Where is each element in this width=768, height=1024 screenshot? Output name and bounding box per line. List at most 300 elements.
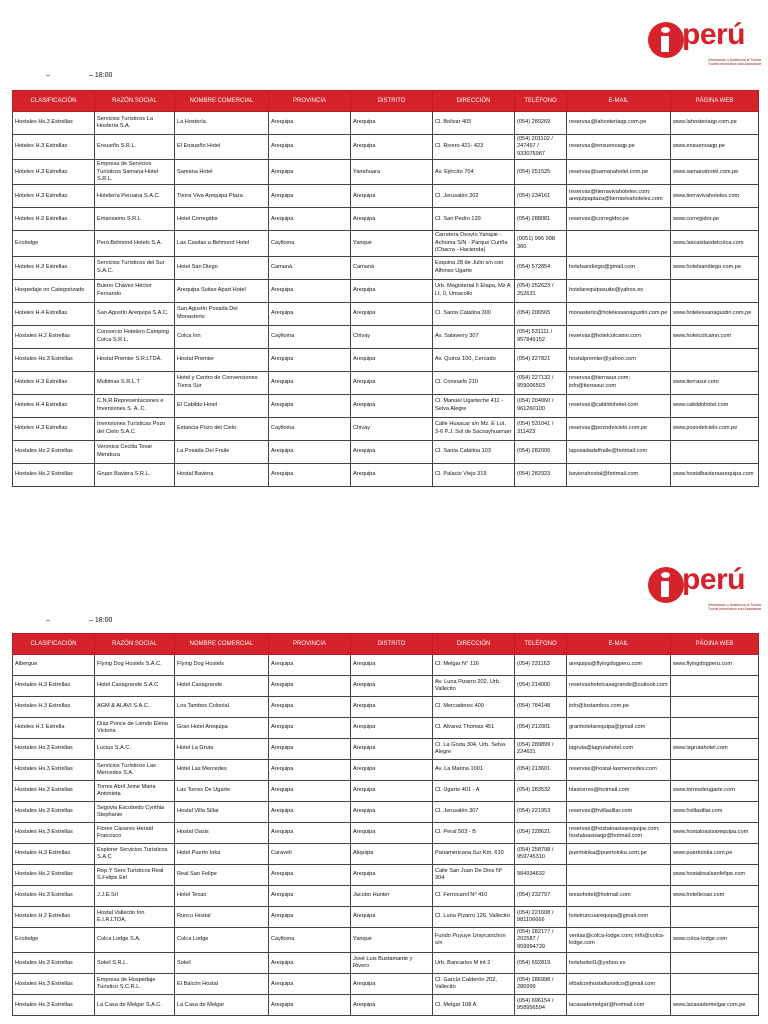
cell-provincia: Caylloma bbox=[269, 231, 351, 256]
cell-pagina-web bbox=[671, 953, 759, 974]
table-row bbox=[13, 440, 759, 463]
cell-telefono: (054) 213601 bbox=[515, 760, 567, 781]
cell-pagina-web[interactable]: www.tierravivahoteles.com bbox=[671, 185, 759, 208]
table-row bbox=[13, 953, 759, 974]
cell-nombre-comercial: Hotel Puerto Inka bbox=[175, 844, 269, 865]
schedule-time: – 18:00 bbox=[89, 72, 113, 79]
cell-telefono: (054) 572854 bbox=[515, 256, 567, 279]
cell-email[interactable]: reservas@pozodelcielo.com.pe bbox=[567, 417, 671, 440]
cell-clasificacion: Hostales Hs.3 Estrellas bbox=[13, 348, 95, 371]
cell-provincia: Caylloma bbox=[269, 928, 351, 953]
cell-razon-social: Consorcio Hotelero Camping Colca S.R.L. bbox=[95, 325, 175, 348]
cell-pagina-web[interactable]: www.hostalrealsanfelipe.com bbox=[671, 865, 759, 886]
cell-clasificacion: Hoteles H.4 Estrellas bbox=[13, 394, 95, 417]
cell-direccion: Cl. Manuel Ugarteche 411 - Selva Alegre bbox=[433, 394, 515, 417]
table-row bbox=[13, 865, 759, 886]
cell-telefono: (054) 234161 bbox=[515, 185, 567, 208]
cell-telefono: (054) 531111 / 957849152 bbox=[515, 325, 567, 348]
cell-distrito: Arequipa bbox=[351, 718, 433, 739]
cell-pagina-web[interactable]: www.samanahotel.com.pe bbox=[671, 160, 759, 185]
cell-razon-social: Servicios Turísticos Las Mercedes S.A. bbox=[95, 760, 175, 781]
cell-nombre-comercial: Los Tambos Colonial bbox=[175, 697, 269, 718]
cell-clasificacion: Hostales Hs.3 Estrellas bbox=[13, 112, 95, 135]
cell-pagina-web[interactable]: www.hvillasillar.com bbox=[671, 802, 759, 823]
column-header-nombre-comercial: NOMBRE COMERCIAL bbox=[175, 91, 269, 112]
cell-direccion: Cl. Consuelo 210 bbox=[433, 371, 515, 394]
cell-distrito: Arequipa bbox=[351, 865, 433, 886]
cell-nombre-comercial: Hotel La Gruta bbox=[175, 739, 269, 760]
cell-email[interactable]: hlastorres@hotmail.com bbox=[567, 781, 671, 802]
cell-telefono: (054) 228621 bbox=[515, 823, 567, 844]
cell-email[interactable]: hostalpremier@yahoo.com bbox=[567, 348, 671, 371]
cell-email[interactable]: reservas@hvillasillar.com bbox=[567, 802, 671, 823]
cell-telefono: (054) 214000 bbox=[515, 676, 567, 697]
cell-provincia: Caylloma bbox=[269, 325, 351, 348]
info-i-icon bbox=[648, 22, 684, 58]
column-header-provincia: PROVINCIA bbox=[269, 91, 351, 112]
cell-provincia: Arequipa bbox=[269, 718, 351, 739]
table-row bbox=[13, 697, 759, 718]
cell-direccion: Cl. Ferrocarril Nº 410 bbox=[433, 886, 515, 907]
cell-provincia: Arequipa bbox=[269, 953, 351, 974]
cell-email[interactable]: reservas@corregidor.pe bbox=[567, 208, 671, 231]
cell-telefono: 984934632 bbox=[515, 865, 567, 886]
cell-razon-social: Multimax S.R.L.T bbox=[95, 371, 175, 394]
cell-direccion: Calle San Juan De Dios Nº 304 bbox=[433, 865, 515, 886]
cell-email[interactable]: reservas@hotelcolcainn.com bbox=[567, 325, 671, 348]
cell-distrito: Arequipa bbox=[351, 802, 433, 823]
cell-distrito: Arequipa bbox=[351, 907, 433, 928]
cell-clasificacion: Hostales Hs.3 Estrellas bbox=[13, 995, 95, 1016]
cell-pagina-web[interactable]: www.cabildohotel.com bbox=[671, 394, 759, 417]
cell-provincia: Arequipa bbox=[269, 112, 351, 135]
cell-distrito: Arequipa bbox=[351, 208, 433, 231]
cell-email bbox=[567, 865, 671, 886]
cell-clasificacion: Hostales H.3 Estrellas bbox=[13, 676, 95, 697]
cell-telefono: (054) 221608 / 981106666 bbox=[515, 907, 567, 928]
cell-razon-social: Hotelería Peruana S.A.C. bbox=[95, 185, 175, 208]
cell-razon-social: Servicios Turísticos La Hostería S.A. bbox=[95, 112, 175, 135]
cell-pagina-web[interactable]: www.hotelessanagustin.com.pe bbox=[671, 302, 759, 325]
cell-direccion: Cl. Mercaderes 409 bbox=[433, 697, 515, 718]
cell-pagina-web[interactable]: www.pozodelcielo.com.pe bbox=[671, 417, 759, 440]
cell-razon-social: Lucius S.A.C. bbox=[95, 739, 175, 760]
cell-razon-social: Hotel Casagrande S.A.C bbox=[95, 676, 175, 697]
cell-clasificacion: Albergue bbox=[13, 655, 95, 676]
cell-clasificacion: Hostales Hs.3 Estrellas bbox=[13, 802, 95, 823]
cell-pagina-web[interactable]: www.ensuenoaqp.pe bbox=[671, 135, 759, 160]
cell-telefono: (054) 289899 / 224631 bbox=[515, 739, 567, 760]
cell-direccion: Av. La Marina 1001 bbox=[433, 760, 515, 781]
cell-direccion: Fundo Puyuye Uraycanchon s/n bbox=[433, 928, 515, 953]
cell-pagina-web[interactable]: www.hotelsandiego.com.pe bbox=[671, 256, 759, 279]
cell-email[interactable]: lacasademelgar@hotmail.com bbox=[567, 995, 671, 1016]
cell-email[interactable]: reservashotelcasagrande@outlook.com bbox=[567, 676, 671, 697]
cell-razon-social: Hostal Vallecito Inn E.I.R.LTDA. bbox=[95, 907, 175, 928]
column-header-nombre-comercial: NOMBRE COMERCIAL bbox=[175, 634, 269, 655]
cell-email[interactable]: elbalconhostalturistico@gmail.com bbox=[567, 974, 671, 995]
cell-clasificacion: Hoteles H.3 Estrellas bbox=[13, 256, 95, 279]
cell-provincia: Caylloma bbox=[269, 417, 351, 440]
cell-clasificacion: Hostales Hs.3 Estrellas bbox=[13, 974, 95, 995]
cell-clasificacion: Hostales Hs.2 Estrellas bbox=[13, 440, 95, 463]
cell-razon-social: Bueno Chávez Héctor Fernando bbox=[95, 279, 175, 302]
table-row bbox=[13, 371, 759, 394]
table-row bbox=[13, 995, 759, 1016]
cell-email[interactable]: laposadadelfraile@hotmail.com bbox=[567, 440, 671, 463]
cell-email[interactable]: puertoinka@puertoinka.com.pe bbox=[567, 844, 671, 865]
cell-nombre-comercial: Hostal Premier bbox=[175, 348, 269, 371]
cell-telefono: (054) 286998 / 286999 bbox=[515, 974, 567, 995]
cell-provincia: Arequipa bbox=[269, 302, 351, 325]
cell-distrito: Atiquipa bbox=[351, 844, 433, 865]
cell-clasificacion: Hostales Hs.3 Estrellas bbox=[13, 739, 95, 760]
cell-nombre-comercial: Hotel Corregidor bbox=[175, 208, 269, 231]
cell-nombre-comercial: Colca Lodge bbox=[175, 928, 269, 953]
cell-provincia: Camaná bbox=[269, 256, 351, 279]
table-row bbox=[13, 760, 759, 781]
cell-telefono: (054) 289269 bbox=[515, 112, 567, 135]
cell-razon-social: Veronica Cecilia Tovar Mendoza bbox=[95, 440, 175, 463]
cell-pagina-web[interactable]: www.hostalbavieraarequipa.com bbox=[671, 463, 759, 486]
cell-direccion: Cl. Alvarez Thomas 451 bbox=[433, 718, 515, 739]
cell-direccion: Cl. Melgar 108 A bbox=[433, 995, 515, 1016]
cell-razon-social: Segovia Escobedo Cynthia Stephanie bbox=[95, 802, 175, 823]
cell-pagina-web[interactable]: www.corregidor.pe bbox=[671, 208, 759, 231]
cell-pagina-web[interactable]: www.lascasitasdelcolca.com bbox=[671, 231, 759, 256]
cell-email[interactable]: reservas@hostal-lasmercedes.com bbox=[567, 760, 671, 781]
table-row bbox=[13, 886, 759, 907]
cell-nombre-comercial: Hotel Texao bbox=[175, 886, 269, 907]
cell-distrito: Yanque bbox=[351, 928, 433, 953]
cell-provincia: Arequipa bbox=[269, 440, 351, 463]
table-row bbox=[13, 676, 759, 697]
cell-nombre-comercial: Arequipa Suites Apart Hotel bbox=[175, 279, 269, 302]
cell-provincia: Arequipa bbox=[269, 208, 351, 231]
table-row bbox=[13, 907, 759, 928]
table-row bbox=[13, 417, 759, 440]
iperu-logo bbox=[648, 18, 762, 78]
cell-provincia: Arequipa bbox=[269, 348, 351, 371]
table-header-row bbox=[13, 91, 759, 112]
table-row bbox=[13, 802, 759, 823]
cell-distrito: Arequipa bbox=[351, 760, 433, 781]
table-row bbox=[13, 655, 759, 676]
column-header-direccion: DIRECCIÓN bbox=[433, 91, 515, 112]
cell-nombre-comercial: Runcu Hostal bbox=[175, 907, 269, 928]
cell-email[interactable]: hotelsandiego@gmail.com bbox=[567, 256, 671, 279]
table-row bbox=[13, 974, 759, 995]
table-row bbox=[13, 463, 759, 486]
cell-clasificacion: Hospedaje no Categorizado bbox=[13, 279, 95, 302]
cell-nombre-comercial: Hotel y Centro de Convenciones Tierra Sur bbox=[175, 371, 269, 394]
cell-email[interactable]: info@lostambos.com.pe bbox=[567, 697, 671, 718]
cell-telefono: (054) 221953 bbox=[515, 802, 567, 823]
cell-nombre-comercial: La Posada Del Fraile bbox=[175, 440, 269, 463]
cell-distrito: Jacobo Hunter bbox=[351, 886, 433, 907]
cell-telefono: (054) 282177 / 202587 / 959994739 bbox=[515, 928, 567, 953]
table-row bbox=[13, 160, 759, 185]
column-header-pagina-web: PÁGINA WEB bbox=[671, 634, 759, 655]
cell-telefono: (054) 692819 bbox=[515, 953, 567, 974]
cell-telefono: (054) 227821 bbox=[515, 348, 567, 371]
cell-nombre-comercial: Samana Hotel bbox=[175, 160, 269, 185]
cell-pagina-web[interactable]: www.flyingdogperu.com bbox=[671, 655, 759, 676]
cell-pagina-web[interactable]: www.torresdeugarte.com bbox=[671, 781, 759, 802]
cell-email[interactable]: granhotelarequipa@gmail.com bbox=[567, 718, 671, 739]
cell-direccion: Cl. La Gruta 304, Urb. Selva Alegre bbox=[433, 739, 515, 760]
cell-clasificacion: Hostales Hs.2 Estrellas bbox=[13, 865, 95, 886]
cell-direccion: Cl. Peral 503 - B bbox=[433, 823, 515, 844]
cell-nombre-comercial: Tierra Viva Arequipa Plaza bbox=[175, 185, 269, 208]
cell-direccion: Av. Ejército 704 bbox=[433, 160, 515, 185]
cell-nombre-comercial: Soleil bbox=[175, 953, 269, 974]
schedule-line bbox=[46, 72, 113, 79]
cell-email[interactable]: arequipa@flyingdogperu.com bbox=[567, 655, 671, 676]
cell-distrito: Arequipa bbox=[351, 348, 433, 371]
cell-email[interactable]: reservas@samanahotel.com.pe bbox=[567, 160, 671, 185]
cell-email[interactable]: hotelruncuarequipa@gmail.com bbox=[567, 907, 671, 928]
cell-razon-social: Empresa de Hospedaje Turístico S.C.R.L. bbox=[95, 974, 175, 995]
cell-clasificacion: Hostales Hs.3 Estrellas bbox=[13, 781, 95, 802]
cell-email[interactable]: bavierahostal@hotmail.com bbox=[567, 463, 671, 486]
column-header-telefono: TELÉFONO bbox=[515, 634, 567, 655]
cell-razon-social: Emansamo S.R.L bbox=[95, 208, 175, 231]
cell-razon-social: C.N.R.Representaciones e Inversiones S. A. C. bbox=[95, 394, 175, 417]
cell-nombre-comercial: Hotel Las Mercedes bbox=[175, 760, 269, 781]
table-header-row bbox=[13, 634, 759, 655]
cell-provincia: Arequipa bbox=[269, 995, 351, 1016]
cell-provincia: Arequipa bbox=[269, 974, 351, 995]
cell-razon-social: AGM & ALAVI S.A.C. bbox=[95, 697, 175, 718]
cell-email[interactable]: reservas@tierravivahoteles.com; arequipaplaza@tierravivahoteles.com bbox=[567, 185, 671, 208]
cell-pagina-web bbox=[671, 760, 759, 781]
cell-telefono: (054) 252623 / 252631 bbox=[515, 279, 567, 302]
cell-direccion: Av. Luna Pizarro 202, Urb. Vallecito bbox=[433, 676, 515, 697]
cell-email[interactable]: lagruta@lagrutahotel.com bbox=[567, 739, 671, 760]
cell-razon-social: Explorer Servicios Turísticos S.A.C bbox=[95, 844, 175, 865]
cell-provincia: Arequipa bbox=[269, 781, 351, 802]
cell-provincia: Arequipa bbox=[269, 185, 351, 208]
cell-provincia: Arequipa bbox=[269, 865, 351, 886]
cell-direccion: Cl. Jerusalén 307 bbox=[433, 802, 515, 823]
cell-distrito: Arequipa bbox=[351, 302, 433, 325]
table-row bbox=[13, 112, 759, 135]
cell-telefono: (054) 206565 bbox=[515, 302, 567, 325]
cell-provincia: Arequipa bbox=[269, 760, 351, 781]
cell-pagina-web[interactable]: www.hoteltexao.com bbox=[671, 886, 759, 907]
cell-clasificacion: Hostales Hs.3 Estrellas bbox=[13, 823, 95, 844]
cell-direccion: Panamericana Sur Km. 610 bbox=[433, 844, 515, 865]
cell-pagina-web[interactable]: www.hostaloasisarequipa.com bbox=[671, 823, 759, 844]
column-header-clasificacion: CLASIFICACIÓN bbox=[13, 91, 95, 112]
cell-telefono: (054) 288081 bbox=[515, 208, 567, 231]
column-header-telefono: TELÉFONO bbox=[515, 91, 567, 112]
cell-clasificacion: Hostales Hs.2 Estrellas bbox=[13, 463, 95, 486]
cell-telefono: (054) 531041 / 311423 bbox=[515, 417, 567, 440]
table-row bbox=[13, 394, 759, 417]
logo-tagline: Información y Asistencia al Turista Tourist Information and Assistance bbox=[708, 603, 762, 611]
cell-distrito: Arequipa bbox=[351, 135, 433, 160]
cell-email[interactable]: ventas@colca-lodge.com; info@colca-lodge.com bbox=[567, 928, 671, 953]
cell-distrito: Arequipa bbox=[351, 823, 433, 844]
cell-telefono: (054) 696154 / 958956594 bbox=[515, 995, 567, 1016]
cell-provincia: Caravelí bbox=[269, 844, 351, 865]
cell-razon-social: Perú Belmond Hotels S.A. bbox=[95, 231, 175, 256]
cell-direccion: Cl. Santa Catalina 103 bbox=[433, 440, 515, 463]
cell-distrito: Arequipa bbox=[351, 112, 433, 135]
cell-provincia: Arequipa bbox=[269, 371, 351, 394]
cell-distrito: Arequipa bbox=[351, 676, 433, 697]
table-row bbox=[13, 325, 759, 348]
cell-email[interactable]: reservas@ensuenoaqp.pe bbox=[567, 135, 671, 160]
cell-direccion: Calle Huascar s/n Mz. E Lot. 3-6 P.J. Sol de Sacsayhuaman bbox=[433, 417, 515, 440]
cell-razon-social: Ensueño S.R.L. bbox=[95, 135, 175, 160]
cell-clasificacion: Hostales Hs.3 Estrellas bbox=[13, 953, 95, 974]
column-header-distrito: DISTRITO bbox=[351, 91, 433, 112]
table-row bbox=[13, 348, 759, 371]
cell-nombre-comercial: Las Casitas a Belmond Hotel bbox=[175, 231, 269, 256]
column-header-direccion: DIRECCIÓN bbox=[433, 634, 515, 655]
logo-word: perú bbox=[682, 18, 746, 51]
cell-distrito: Arequipa bbox=[351, 781, 433, 802]
cell-clasificacion: Hostales H.3 Estrellas bbox=[13, 697, 95, 718]
cell-direccion: Cl. Rivero 421- 423 bbox=[433, 135, 515, 160]
cell-clasificacion: Hostales H.3 Estrellas bbox=[13, 844, 95, 865]
column-header-email: E-MAIL bbox=[567, 91, 671, 112]
cell-razon-social: Torres Abril Jeine Maria Antonieta bbox=[95, 781, 175, 802]
cell-pagina-web[interactable]: www.colca-lodge.com bbox=[671, 928, 759, 953]
cell-direccion: Cl. San Pedro 139 bbox=[433, 208, 515, 231]
cell-telefono: (054) 212001 bbox=[515, 718, 567, 739]
cell-nombre-comercial: San Agustín Posada Del Monasterio bbox=[175, 302, 269, 325]
cell-nombre-comercial: Real San Felipe bbox=[175, 865, 269, 886]
cell-razon-social: Grupo Baviera S.R.L. bbox=[95, 463, 175, 486]
cell-provincia: Arequipa bbox=[269, 676, 351, 697]
cell-razon-social: Díaz Ponce de Liendo Elena Victoria bbox=[95, 718, 175, 739]
cell-pagina-web[interactable]: www.lacasademelgar.com.pe bbox=[671, 995, 759, 1016]
cell-pagina-web bbox=[671, 718, 759, 739]
column-header-razon-social: RAZÓN SOCIAL bbox=[95, 634, 175, 655]
info-i-icon bbox=[648, 567, 684, 603]
cell-distrito: Chivay bbox=[351, 417, 433, 440]
cell-nombre-comercial: El Cabildo Hotel bbox=[175, 394, 269, 417]
cell-distrito: Arequipa bbox=[351, 995, 433, 1016]
cell-direccion: Cl. Santa Catalina 300 bbox=[433, 302, 515, 325]
cell-pagina-web[interactable]: www.puertoinka.com.pe bbox=[671, 844, 759, 865]
cell-direccion: Urb. Bancarios M int 2 bbox=[433, 953, 515, 974]
cell-pagina-web[interactable]: www.hotelcolcainn.com bbox=[671, 325, 759, 348]
cell-provincia: Arequipa bbox=[269, 802, 351, 823]
cell-pagina-web bbox=[671, 697, 759, 718]
schedule-dash: – bbox=[46, 72, 50, 79]
cell-telefono: (054) 784148 bbox=[515, 697, 567, 718]
cell-direccion: Esquina 28 de Julio s/n con Alfonso Ugarte bbox=[433, 256, 515, 279]
cell-pagina-web bbox=[671, 440, 759, 463]
cell-distrito: José Luis Bustamante y Rivero bbox=[351, 953, 433, 974]
cell-direccion: Cl. Melgar N° 116 bbox=[433, 655, 515, 676]
cell-telefono: (054) 232797 bbox=[515, 886, 567, 907]
cell-distrito: Arequipa bbox=[351, 974, 433, 995]
cell-email[interactable]: hotelarequipasuite@yahoo.es bbox=[567, 279, 671, 302]
cell-telefono: (054) 204060 / 961260100 bbox=[515, 394, 567, 417]
cell-telefono: (0051) 996 998 360 bbox=[515, 231, 567, 256]
cell-clasificacion: Hostales Hs.3 Estrellas bbox=[13, 760, 95, 781]
cell-clasificacion: Hoteles H.3 Estrellas bbox=[13, 135, 95, 160]
cell-provincia: Arequipa bbox=[269, 279, 351, 302]
cell-provincia: Arequipa bbox=[269, 739, 351, 760]
cell-direccion: Cl. Jerusalén 202 bbox=[433, 185, 515, 208]
cell-email[interactable]: hotelsoleil1@yahoo.es bbox=[567, 953, 671, 974]
cell-nombre-comercial: Hotel San Diego bbox=[175, 256, 269, 279]
cell-nombre-comercial: El Balcón Hostal bbox=[175, 974, 269, 995]
cell-email[interactable]: reservas@lahosteriaqp.com.pe bbox=[567, 112, 671, 135]
column-header-provincia: PROVINCIA bbox=[269, 634, 351, 655]
column-header-pagina-web: PÁGINA WEB bbox=[671, 91, 759, 112]
cell-email[interactable]: reservas@hostaloasisarequipa.com; hostaloasisaqp@hotmail.com bbox=[567, 823, 671, 844]
schedule-dash: – bbox=[46, 617, 50, 624]
cell-distrito: Arequipa bbox=[351, 463, 433, 486]
cell-email[interactable]: reservas@cabildohotel.com bbox=[567, 394, 671, 417]
cell-provincia: Arequipa bbox=[269, 394, 351, 417]
table-row bbox=[13, 135, 759, 160]
cell-provincia: Arequipa bbox=[269, 655, 351, 676]
cell-pagina-web[interactable]: www.tierrasur.com bbox=[671, 371, 759, 394]
cell-provincia: Arequipa bbox=[269, 463, 351, 486]
cell-nombre-comercial: La Hostería bbox=[175, 112, 269, 135]
cell-direccion: Cl. García Calderón 202, Vallecito bbox=[433, 974, 515, 995]
cell-razon-social: Flores Cáceres Herald Francisco bbox=[95, 823, 175, 844]
cell-clasificacion: Hoteles H.3 Estrellas bbox=[13, 160, 95, 185]
table-row bbox=[13, 302, 759, 325]
cell-telefono: (054) 231163 bbox=[515, 655, 567, 676]
cell-email[interactable]: texaohotel@hotmail.com bbox=[567, 886, 671, 907]
table-row bbox=[13, 781, 759, 802]
cell-email bbox=[567, 231, 671, 256]
table-row bbox=[13, 185, 759, 208]
cell-provincia: Arequipa bbox=[269, 907, 351, 928]
cell-pagina-web bbox=[671, 974, 759, 995]
cell-pagina-web bbox=[671, 907, 759, 928]
cell-nombre-comercial: Hotel Casagrande bbox=[175, 676, 269, 697]
cell-nombre-comercial: La Casa de Melgar bbox=[175, 995, 269, 1016]
table-row bbox=[13, 718, 759, 739]
cell-direccion: Av. Quiroz 100, Cercado bbox=[433, 348, 515, 371]
iperu-logo bbox=[648, 563, 762, 623]
cell-distrito: Arequipa bbox=[351, 440, 433, 463]
cell-nombre-comercial: Las Torres De Ugarte bbox=[175, 781, 269, 802]
logo-word: perú bbox=[682, 563, 746, 596]
cell-razon-social: San Agustín Arequipa S.A.C. bbox=[95, 302, 175, 325]
cell-razon-social: Inversiones Turísticas Pozo del Cielo S.A.C bbox=[95, 417, 175, 440]
cell-email[interactable]: monasterio@hotelessanagustin.com.pe bbox=[567, 302, 671, 325]
logo-tagline: Información y Asistencia al Turista Tourist Information and Assistance bbox=[708, 58, 762, 66]
table-row bbox=[13, 208, 759, 231]
cell-clasificacion: Hoteles H.4 Estrellas bbox=[13, 302, 95, 325]
cell-pagina-web[interactable]: www.lahosteriaqp.com.pe bbox=[671, 112, 759, 135]
cell-nombre-comercial: Gran Hotel Arequipa bbox=[175, 718, 269, 739]
cell-direccion: Cl. Palacio Viejo 319 bbox=[433, 463, 515, 486]
cell-razon-social: Flying Dog Hostels S.A.C. bbox=[95, 655, 175, 676]
cell-razon-social: Rep.Y Serv.Turisticos Real S.Felipe Eirl bbox=[95, 865, 175, 886]
cell-pagina-web[interactable]: www.lagrutahotel.com bbox=[671, 739, 759, 760]
cell-clasificacion: Ecolodge bbox=[13, 928, 95, 953]
cell-email[interactable]: reservas@tierrasur.com; info@tierrasur.com bbox=[567, 371, 671, 394]
cell-telefono: (054) 283532 bbox=[515, 781, 567, 802]
cell-direccion: Av. Salaverry 307 bbox=[433, 325, 515, 348]
column-header-distrito: DISTRITO bbox=[351, 634, 433, 655]
cell-telefono: (054) 201102 / 247457 / 933076987 bbox=[515, 135, 567, 160]
